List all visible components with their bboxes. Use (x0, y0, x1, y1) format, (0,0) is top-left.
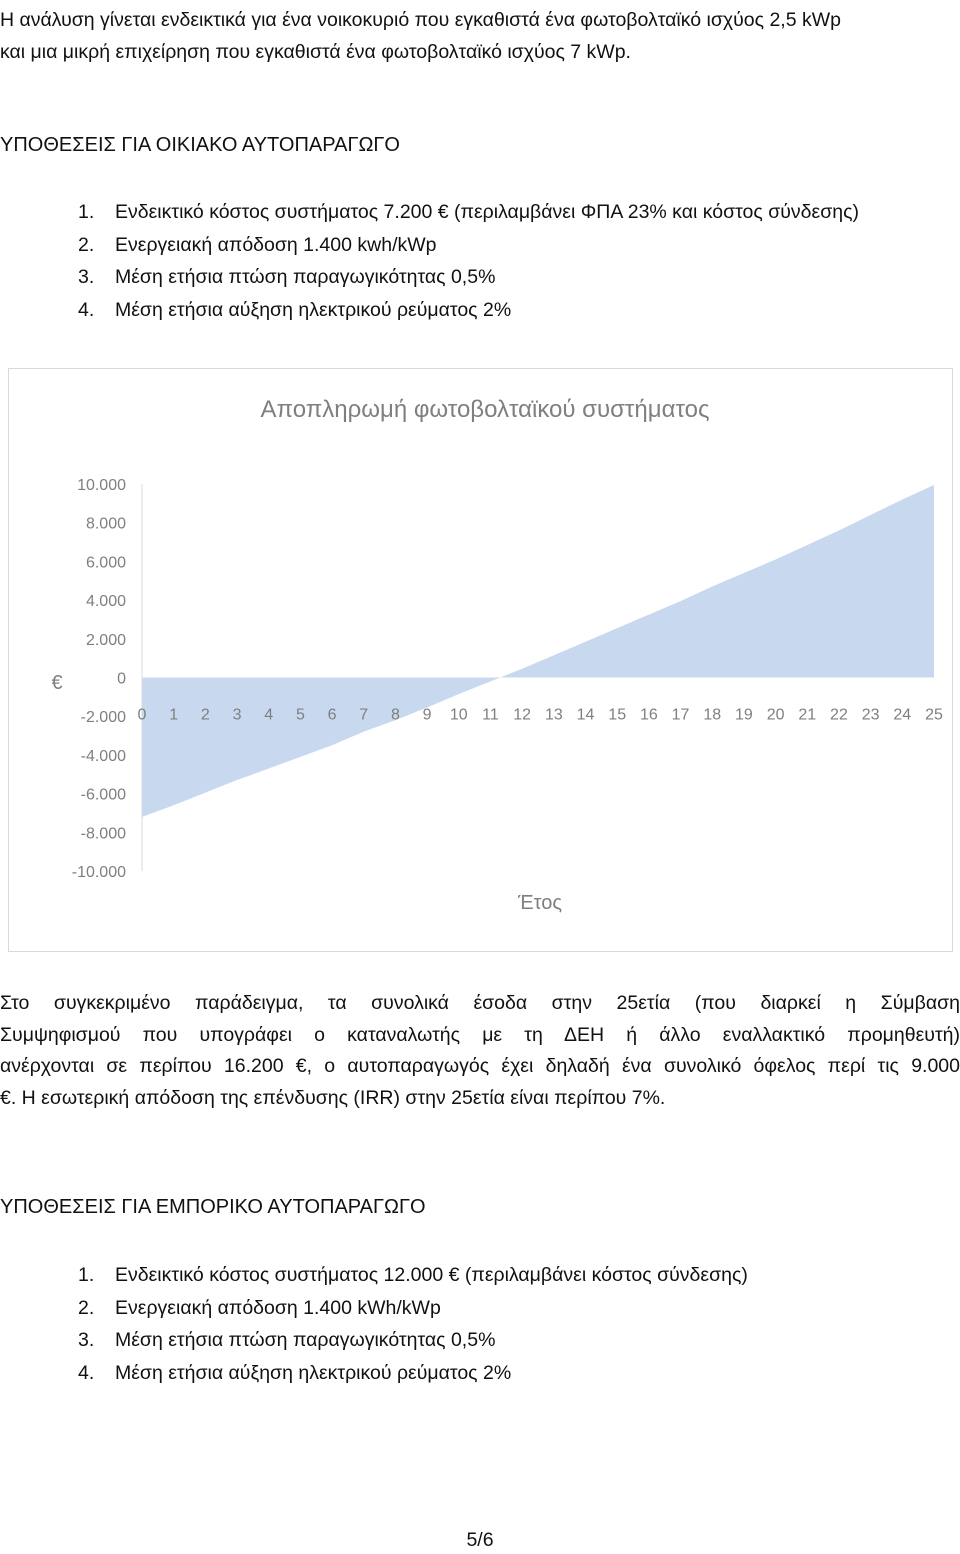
list-item (78, 1292, 748, 1325)
list-item-text: Ενεργειακή απόδοση 1.400 kWh/kWp (115, 1296, 441, 1319)
list-item (78, 261, 859, 294)
x-tick-label: 9 (422, 706, 432, 724)
x-tick-label: 17 (671, 706, 690, 724)
y-tick-label: 10.000 (77, 477, 126, 494)
y-tick-label: 0 (117, 670, 126, 688)
x-tick-label: 13 (544, 706, 563, 724)
x-tick-label: 16 (639, 706, 658, 724)
x-tick-label: 15 (608, 706, 627, 724)
list-item-text: Μέση ετήσια πτώση παραγωγικότητας 0,5% (115, 1329, 496, 1351)
x-tick-label: 4 (264, 706, 274, 724)
list-item-text: Ενεργειακή απόδοση 1.400 kwh/kWp (115, 233, 437, 256)
list-item-number: 3. (78, 1329, 95, 1351)
summary-line: €. Η εσωτερική απόδοση της επένδυσης (IRR) στην 25ετία είναι περίπου 7%. (0, 1086, 666, 1109)
summary-line: Στο συγκεκριμένο παράδειγμα, τα συνολικά έσοδα στην 25ετία (που διαρκεί η Σύμβαση (0, 992, 960, 1014)
x-tick-label: 22 (830, 706, 848, 724)
page-number: 5/6 (466, 1529, 494, 1551)
y-tick-label: 4.000 (85, 593, 126, 611)
list-item-number: 1. (78, 1264, 95, 1286)
x-tick-label: 12 (513, 706, 532, 724)
list-item-number: 4. (78, 298, 95, 321)
x-tick-label: 20 (766, 706, 785, 724)
x-tick-label: 2 (200, 706, 210, 724)
commercial-assumptions-list (78, 1259, 748, 1389)
list-item (78, 196, 859, 229)
x-tick-label: 24 (893, 706, 912, 724)
x-tick-label: 10 (449, 706, 468, 724)
list-item (78, 1259, 748, 1292)
list-item-text: Ενδεικτικό κόστος συστήματος 12.000 € (περιλαμβάνει κόστος σύνδεσης) (115, 1264, 748, 1286)
summary-line: Συμψηφισμού που υπογράφει ο καταναλωτής με τη ΔΕΗ ή άλλο εναλλακτικό προμηθευτή) (0, 1023, 960, 1046)
list-item-number: 2. (78, 233, 95, 256)
list-item-text: Ενδεικτικό κόστος συστήματος 7.200 € (περιλαμβάνει ΦΠΑ 23% και κόστος σύνδεσης) (115, 201, 859, 223)
x-tick-label: 5 (295, 706, 305, 724)
summary-line: ανέρχονται σε περίπου 16.200 €, ο αυτοπαραγωγός έχει δηλαδή ένα συνολικό όφελος περί τις 9.000 (0, 1055, 960, 1077)
x-tick-label: 1 (169, 706, 179, 724)
x-tick-label: 23 (861, 706, 880, 724)
household-heading: ΥΠΟΘΕΣΕΙΣ ΓΙΑ ΟΙΚΙΑΚΟ ΑΥΤΟΠΑΡΑΓΩΓΟ (0, 134, 400, 156)
y-tick-label: -2.000 (80, 709, 126, 727)
summary-paragraph (0, 988, 960, 1114)
commercial-heading: ΥΠΟΘΕΣΕΙΣ ΓΙΑ ΕΜΠΟΡΙΚΟ ΑΥΤΟΠΑΡΑΓΩΓΟ (0, 1196, 426, 1218)
x-tick-label: 3 (232, 706, 242, 724)
y-tick-label: 6.000 (85, 554, 126, 572)
list-item (78, 1357, 748, 1390)
y-tick-label: 8.000 (85, 515, 126, 533)
payback-chart (8, 368, 953, 952)
intro-line-1: Η ανάλυση γίνεται ενδεικτικά για ένα νοικοκυριό που εγκαθιστά ένα φωτοβολταϊκό ισχύος 2,5 kWp (0, 9, 841, 31)
y-axis-ticks (72, 477, 126, 881)
chart-title: Αποπληρωμή φωτοβολταϊκού συστήματος (260, 396, 710, 423)
list-item-number: 2. (78, 1296, 95, 1319)
intro-line-2: και μια μικρή επιχείρηση που εγκαθιστά ένα φωτοβολταϊκό ισχύος 7 kWp. (0, 41, 631, 63)
x-axis-label: Έτος (517, 892, 563, 914)
y-tick-label: -8.000 (80, 825, 126, 843)
x-tick-label: 11 (482, 706, 499, 724)
household-assumptions-list (78, 196, 859, 326)
y-tick-label: -6.000 (80, 786, 126, 804)
x-tick-label: 0 (137, 706, 147, 724)
y-axis-label: € (51, 672, 63, 694)
y-tick-label: -4.000 (80, 747, 126, 765)
list-item-text: Μέση ετήσια αύξηση ηλεκτρικού ρεύματος 2% (115, 298, 512, 321)
chart-svg (9, 369, 952, 951)
y-tick-label: 2.000 (85, 631, 126, 649)
list-item-text: Μέση ετήσια αύξηση ηλεκτρικού ρεύματος 2% (115, 1361, 512, 1384)
area-series (142, 485, 934, 817)
x-tick-label: 6 (327, 706, 337, 724)
list-item (78, 229, 859, 262)
list-item-number: 1. (78, 201, 95, 223)
x-tick-label: 8 (390, 706, 400, 724)
x-tick-label: 14 (576, 706, 595, 724)
x-tick-label: 21 (798, 706, 817, 724)
list-item-number: 4. (78, 1361, 95, 1384)
x-tick-label: 25 (925, 706, 943, 724)
x-tick-label: 19 (735, 706, 753, 724)
list-item-number: 3. (78, 266, 95, 288)
list-item-text: Μέση ετήσια πτώση παραγωγικότητας 0,5% (115, 266, 496, 288)
x-tick-label: 7 (359, 706, 369, 724)
x-tick-label: 18 (703, 706, 722, 724)
list-item (78, 294, 859, 327)
y-tick-label: -10.000 (71, 864, 126, 881)
list-item (78, 1324, 748, 1357)
